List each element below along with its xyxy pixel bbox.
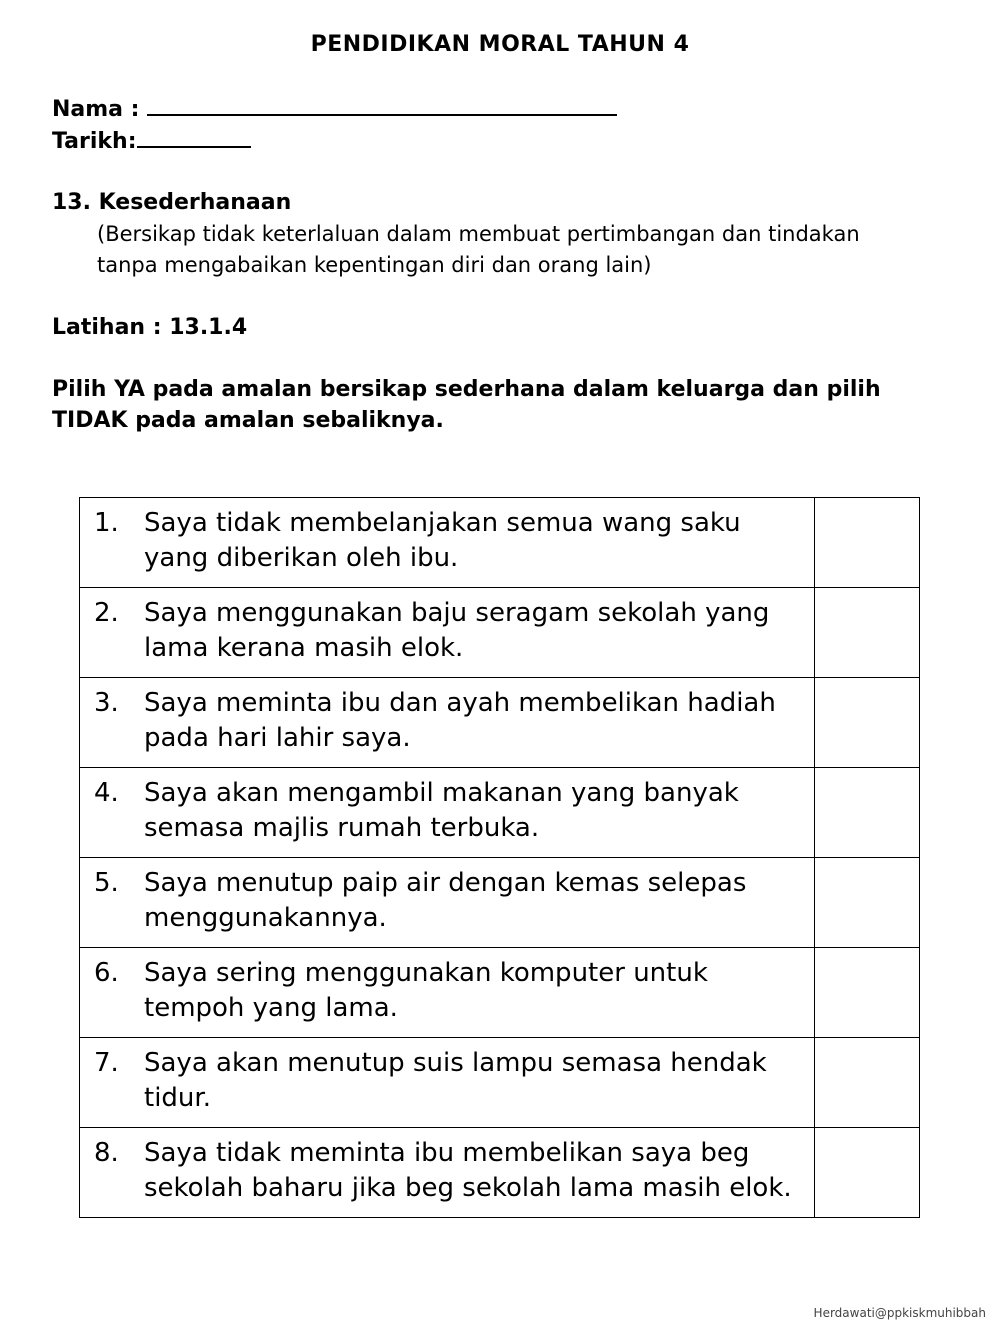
statement-cell [80, 588, 815, 678]
item-text: Saya tidak meminta ibu membelikan saya beg sekolah baharu jika beg sekolah lama masih elok. [144, 1138, 792, 1203]
item-number: 1. [94, 508, 119, 538]
section-description-line-1: (Bersikap tidak keterlaluan dalam membuat pertimbangan dan tindakan [97, 222, 860, 246]
item-text: Saya akan mengambil makanan yang banyak semasa majlis rumah terbuka. [144, 778, 739, 843]
name-label: Nama : [52, 97, 148, 122]
section-description-line-2: tanpa mengabaikan kepentingan diri dan orang lain) [97, 253, 652, 277]
statement-cell [80, 768, 815, 858]
table-row [80, 948, 920, 1038]
answer-box[interactable] [814, 1128, 919, 1218]
answer-box[interactable] [814, 678, 919, 768]
statement-cell [80, 948, 815, 1038]
statement-cell [80, 1038, 815, 1128]
section-title: 13. Kesederhanaan [52, 190, 292, 215]
statements-table [79, 497, 920, 1218]
item-text: Saya menggunakan baju seragam sekolah yang lama kerana masih elok. [144, 598, 770, 663]
table-row [80, 498, 920, 588]
item-text: Saya akan menutup suis lampu semasa hendak tidur. [144, 1048, 767, 1113]
table-row [80, 588, 920, 678]
answer-box[interactable] [814, 948, 919, 1038]
name-field-row [52, 96, 617, 122]
answer-box[interactable] [814, 588, 919, 678]
table-row [80, 678, 920, 768]
table-row [80, 1128, 920, 1218]
date-blank-line[interactable] [137, 128, 251, 148]
statement-cell [80, 498, 815, 588]
date-label: Tarikh: [52, 129, 137, 154]
name-blank-line[interactable] [147, 96, 617, 116]
item-number: 4. [94, 778, 119, 808]
item-text: Saya sering menggunakan komputer untuk tempoh yang lama. [144, 958, 708, 1023]
statement-cell [80, 1128, 815, 1218]
answer-box[interactable] [814, 768, 919, 858]
answer-box[interactable] [814, 498, 919, 588]
item-text: Saya menutup paip air dengan kemas selepas menggunakannya. [144, 868, 747, 933]
item-number: 5. [94, 868, 119, 898]
table-row [80, 1038, 920, 1128]
answer-box[interactable] [814, 858, 919, 948]
page-title: PENDIDIKAN MORAL TAHUN 4 [310, 32, 690, 57]
date-field-row [52, 128, 251, 154]
item-number: 8. [94, 1138, 119, 1168]
table-row [80, 858, 920, 948]
item-number: 7. [94, 1048, 119, 1078]
item-number: 2. [94, 598, 119, 628]
instruction-line-2: TIDAK pada amalan sebaliknya. [52, 408, 444, 433]
item-text: Saya tidak membelanjakan semua wang saku yang diberikan oleh ibu. [144, 508, 741, 573]
statement-cell [80, 678, 815, 768]
footer-credit: Herdawati@ppkiskmuhibbah [813, 1306, 986, 1320]
item-number: 3. [94, 688, 119, 718]
exercise-label: Latihan : 13.1.4 [52, 315, 248, 340]
item-number: 6. [94, 958, 119, 988]
statement-cell [80, 858, 815, 948]
item-text: Saya meminta ibu dan ayah membelikan hadiah pada hari lahir saya. [144, 688, 776, 753]
table-row [80, 768, 920, 858]
instruction-line-1: Pilih YA pada amalan bersikap sederhana dalam keluarga dan pilih [52, 377, 881, 402]
answer-box[interactable] [814, 1038, 919, 1128]
